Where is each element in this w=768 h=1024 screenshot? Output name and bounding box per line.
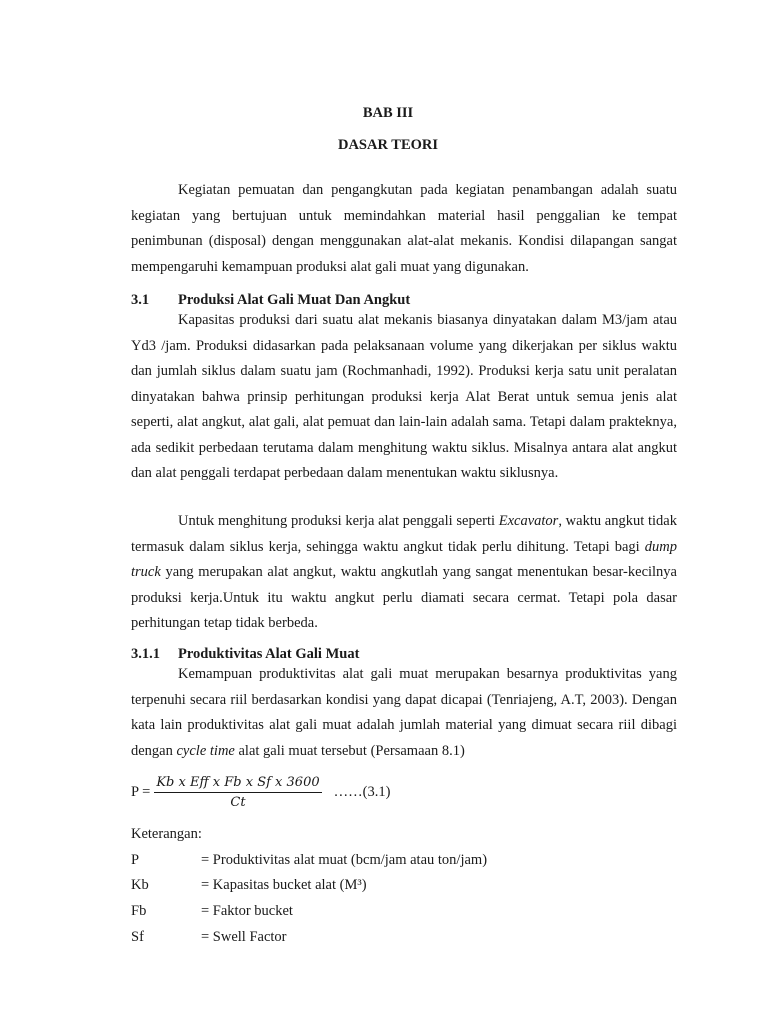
- legend-description: = Produktivitas alat muat (bcm/jam atau ton/jam): [201, 852, 488, 868]
- legend-description: = Swell Factor: [201, 929, 287, 945]
- section-title: Produksi Alat Gali Muat Dan Angkut: [178, 292, 411, 308]
- intro-paragraph: Kegiatan pemuatan dan pengangkutan pada kegiatan penambangan adalah suatu kegiatan yang bertujuan untuk memindahkan material hasil penggalian ke tempat penimbunan (disposal) dengan menggunakan alat-alat mekanis. Kondisi dilapangan sangat mempengaruhi kemampuan produksi alat gali muat yang digunakan.: [131, 182, 677, 275]
- italic-term: dump truck: [131, 538, 677, 580]
- formula-lhs: P =: [131, 784, 151, 800]
- section-title: Produktivitas Alat Gali Muat: [178, 646, 360, 662]
- section-number: 3.1.1: [131, 646, 160, 662]
- legend-row: [131, 852, 487, 869]
- chapter-title: DASAR TEORI: [337, 137, 439, 153]
- legend-heading: Keterangan:: [131, 826, 202, 842]
- legend-symbol: Fb: [131, 903, 147, 919]
- italic-term: cycle time: [176, 742, 235, 759]
- legend-row: [131, 877, 367, 894]
- legend-description: = Faktor bucket: [201, 903, 293, 919]
- section-3-1-paragraph-2: Untuk menghitung produksi kerja alat penggali seperti Excavator, waktu angkut tidak termasuk dalam siklus kerja, sehingga waktu angkut tidak perlu dihitung. Tetapi bagi dump truck yang merupakan alat angkut, waktu angkutlah yang sangat menentukan besar-kecilnya produksi kerja.Untuk itu waktu angkut perlu diamati secara cermat. Tetapi pola dasar perhitungan tetap tidak berbeda.: [131, 513, 677, 631]
- section-3-1-paragraph-1: Kapasitas produksi dari suatu alat mekanis biasanya dinyatakan dalam M3/jam atau Yd3 /jam. Produksi didasarkan pada pelaksanaan volume yang dikerjakan per siklus waktu dan jumlah siklus dalam suatu jam (Rochmanhadi, 1992). Produksi kerja satu unit peralatan dinyatakan bahwa prinsip perhitungan produksi kerja Alat Berat untuk semua jenis alat seperti, alat angkut, alat gali, alat pemuat dan lain-lain adalah sama. Tetapi dalam prakteknya, ada sedikit perbedaan terutama dalam menghitung waktu siklus. Misalnya antara alat angkut dan alat penggali terdapat perbedaan dalam menentukan waktu siklusnya.: [131, 312, 677, 481]
- legend-symbol: P: [131, 852, 140, 868]
- legend-symbol: Sf: [131, 929, 144, 945]
- legend-row: [131, 929, 287, 946]
- section-number: 3.1: [131, 292, 150, 308]
- italic-term: Excavator: [498, 513, 559, 529]
- section-3-1-1-paragraph: Kemampuan produktivitas alat gali muat merupakan besarnya produktivitas yang terpenuhi secara riil berdasarkan kondisi yang dapat dicapai (Tenriajeng, A.T, 2003). Dengan kata lain produktivitas alat gali muat adalah jumlah material yang dimuat secara riil dibagi dengan cycle time alat gali muat tersebut (Persamaan 8.1): [131, 666, 677, 759]
- formula-denominator: Ct: [230, 795, 246, 810]
- formula-fraction: [154, 775, 321, 810]
- formula-3-1: [131, 775, 390, 810]
- legend-description: = Kapasitas bucket alat (M³): [201, 877, 367, 893]
- legend-row: [131, 903, 293, 920]
- legend-symbol: Kb: [131, 877, 149, 893]
- equation-number: ……(3.1): [333, 784, 391, 800]
- formula-numerator: Kb x Eff x Fb x Sf x 3600: [154, 775, 321, 793]
- section-heading-3-1: [131, 292, 410, 309]
- section-heading-3-1-1: [131, 646, 359, 663]
- chapter-label: BAB III: [362, 105, 414, 121]
